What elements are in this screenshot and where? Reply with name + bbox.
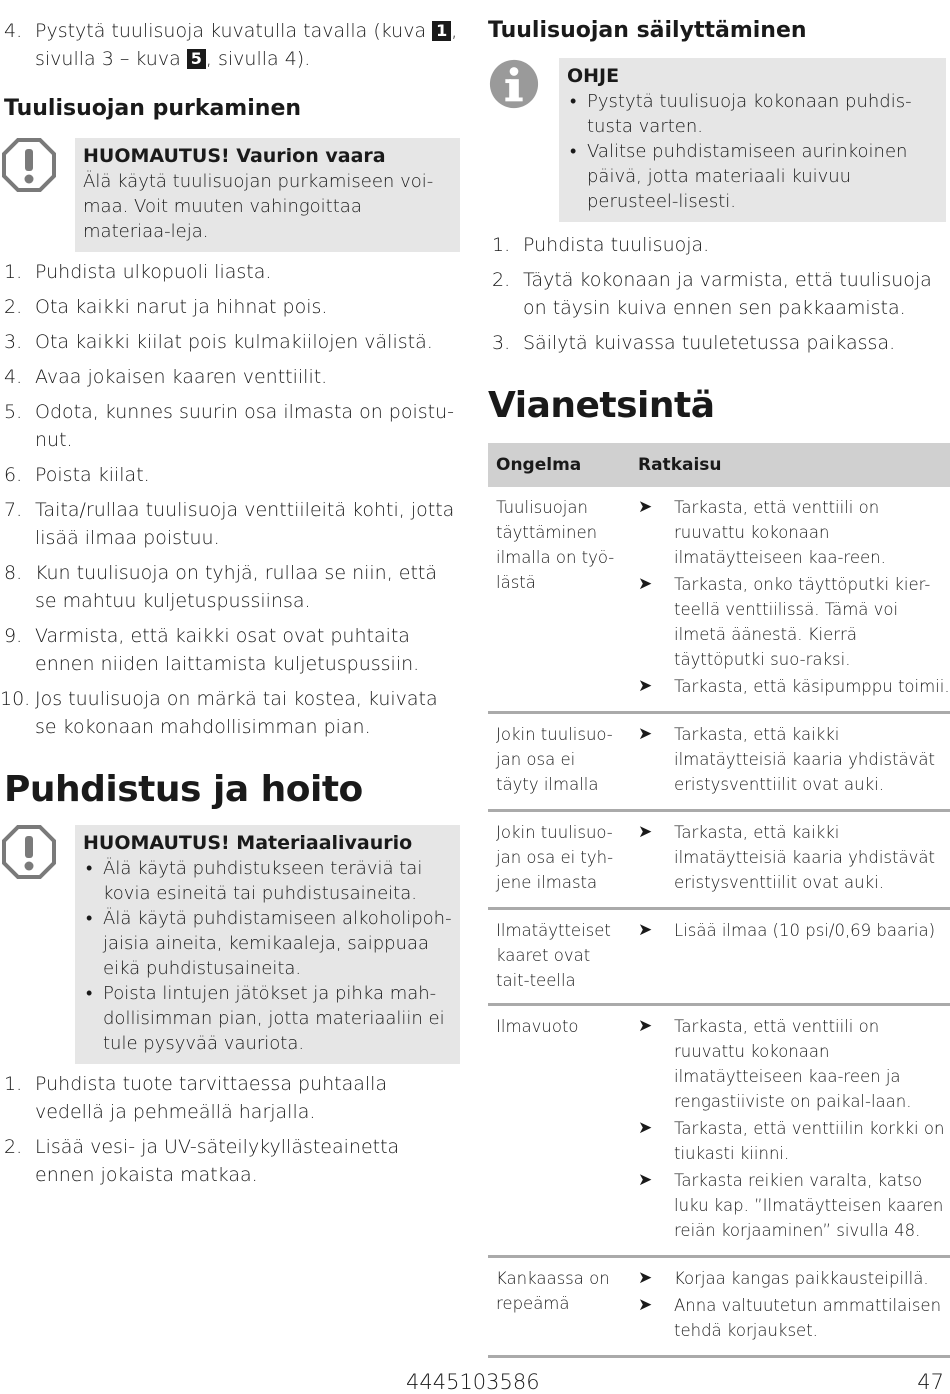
list-item <box>0 17 462 73</box>
solution-item <box>638 722 950 797</box>
section-heading-cleaning: Puhdistus ja hoito <box>4 769 363 810</box>
step-number: 7. <box>4 499 23 521</box>
list-item <box>0 1133 462 1189</box>
notice-box <box>559 58 946 222</box>
table-header-row <box>488 443 950 487</box>
step-text: Täytä kokonaan ja varmista, että tuulisuoja on täysin kuiva ennen sen pakkaamista. <box>523 269 932 319</box>
storage-step-list <box>488 231 950 364</box>
list-item <box>488 231 950 259</box>
bullet-item: • Pystytä tuulisuoja kokonaan puhdis-tusta varten. <box>567 89 938 139</box>
step-text: Pystytä tuulisuoja kuvatulla tavalla (kuva <box>35 20 427 42</box>
figure-ref-badge: 5 <box>187 49 206 69</box>
list-item <box>0 328 462 356</box>
step-text: Jos tuulisuoja on märkä tai kostea, kuivata se kokonaan mahdollisimman pian. <box>35 688 438 738</box>
step-text: Puhdista tuulisuoja. <box>523 234 710 256</box>
table-row <box>488 909 950 1005</box>
dismantle-step-list <box>0 258 462 748</box>
solution-cell <box>630 909 950 1005</box>
page-number: 47 <box>917 1370 944 1394</box>
notice-title: OHJE <box>567 65 620 87</box>
problem-cell: Ilmatäytteiset kaaret ovat tait-teella <box>488 909 630 1005</box>
list-item <box>0 258 462 286</box>
solution-cell <box>630 713 950 811</box>
list-item <box>0 559 462 615</box>
arrow-right-icon: ➤ <box>638 497 653 517</box>
bullet-item: • Älä käytä puhdistamiseen alkoholipoh-jaisia aineita, kemikaaleja, saippuaa eikä puhdistusaineita. <box>83 906 452 981</box>
step-text: Säilytä kuivassa tuuletetussa paikassa. <box>523 332 896 354</box>
notice-instruction <box>488 58 946 222</box>
list-item <box>488 266 950 322</box>
cleaning-step-list <box>0 1070 462 1196</box>
solution-text: Tarkasta, että käsipumppu toimii. <box>674 677 950 696</box>
list-item <box>0 496 462 552</box>
troubleshooting-table <box>488 443 950 1358</box>
troubleshooting-table-body <box>488 487 950 1357</box>
exclamation-octagon-icon <box>2 138 56 192</box>
arrow-right-icon: ➤ <box>638 1295 653 1315</box>
solution-text: Tarkasta, että kaikki ilmatäytteisiä kaaria yhdistävät eristysventtiilit ovat auki. <box>674 725 935 794</box>
step-number: 1. <box>4 1073 23 1095</box>
exclamation-octagon-icon <box>2 825 56 879</box>
notice-damage-risk <box>2 138 460 252</box>
arrow-right-icon: ➤ <box>638 1170 653 1190</box>
list-item <box>0 398 462 454</box>
solution-text: Anna valtuutetun ammattilaisen tehdä korjaukset. <box>674 1296 942 1340</box>
table-row <box>488 487 950 713</box>
column-header-problem: Ongelma <box>488 443 630 487</box>
solution-item <box>638 1116 950 1166</box>
problem-cell: Kankaassa on repeämä <box>488 1257 630 1357</box>
section-heading-storage: Tuulisuojan säilyttäminen <box>488 18 807 43</box>
notice-material-damage <box>2 825 460 1064</box>
notice-title: HUOMAUTUS! Materiaalivaurio <box>83 832 413 854</box>
notice-text: Älä käytä tuulisuojan purkamiseen voi-maa. Voit muuten vahingoittaa materiaa-leja. <box>83 171 434 242</box>
step-text: Ota kaikki narut ja hihnat pois. <box>35 296 328 318</box>
info-circle-icon <box>488 58 540 110</box>
solution-item <box>638 1014 950 1114</box>
step-text: Varmista, että kaikki osat ovat puhtaita ennen niiden laittamista kuljetuspussiin. <box>35 625 420 675</box>
list-item <box>0 461 462 489</box>
arrow-right-icon: ➤ <box>638 574 653 594</box>
figure-ref-badge: 1 <box>432 21 451 41</box>
notice-box <box>75 825 460 1064</box>
step-number: 8. <box>4 562 23 584</box>
solution-text: Tarkasta, että kaikki ilmatäytteisiä kaaria yhdistävät eristysventtiilit ovat auki. <box>674 823 935 892</box>
step-text: Kun tuulisuoja on tyhjä, rullaa se niin, että se mahtuu kuljetuspussiinsa. <box>35 562 438 612</box>
step-text: Puhdista tuote tarvittaessa puhtaalla vedellä ja pehmeällä harjalla. <box>35 1073 388 1123</box>
step-text: Avaa jokaisen kaaren venttiilit. <box>35 366 328 388</box>
bullet-item: • Älä käytä puhdistukseen teräviä tai kovia esineitä tai puhdistusaineita. <box>83 856 452 906</box>
step-text: Odota, kunnes suurin osa ilmasta on poistu-nut. <box>35 401 455 451</box>
step-text: Poista kiilat. <box>35 464 150 486</box>
notice-box <box>75 138 460 252</box>
column-header-solution: Ratkaisu <box>630 443 950 487</box>
list-item <box>0 622 462 678</box>
step-number: 2. <box>492 269 511 291</box>
solution-item <box>638 1168 950 1243</box>
table-row <box>488 1005 950 1257</box>
step-text: , sivulla 4). <box>205 48 311 70</box>
step-text: Puhdista ulkopuoli liasta. <box>35 261 272 283</box>
arrow-right-icon: ➤ <box>638 1268 653 1288</box>
solution-text: Tarkasta, että venttiili on ruuvattu kokonaan ilmatäytteiseen kaa-reen. <box>674 498 886 567</box>
table-row <box>488 1257 950 1357</box>
step-text: sivulla 3 – kuva <box>35 48 181 70</box>
problem-cell: Jokin tuulisuo-jan osa ei tyh-jene ilmasta <box>488 811 630 909</box>
notice-bullet-list <box>83 856 452 1056</box>
solution-cell <box>630 811 950 909</box>
table-row <box>488 713 950 811</box>
step-text: Taita/rullaa tuulisuoja venttiileitä kohti, jotta lisää ilmaa poistuu. <box>35 499 455 549</box>
solution-text: Lisää ilmaa (10 psi/0,69 baaria) <box>674 921 936 940</box>
step-number: 1. <box>492 234 511 256</box>
solution-item <box>638 572 950 672</box>
step-number: 3. <box>492 332 511 354</box>
step-number: 3. <box>4 331 23 353</box>
solution-item <box>638 918 950 943</box>
arrow-right-icon: ➤ <box>638 822 653 842</box>
arrow-right-icon: ➤ <box>638 676 653 696</box>
solution-item <box>638 674 950 699</box>
list-item <box>0 685 462 741</box>
problem-cell: Tuulisuojan täyttäminen ilmalla on työ-lästä <box>488 487 630 713</box>
solution-item <box>638 1293 950 1343</box>
arrow-right-icon: ➤ <box>638 1118 653 1138</box>
table-row <box>488 811 950 909</box>
bullet-item: • Valitse puhdistamiseen aurinkoinen päivä, jotta materiaali kuivuu perusteel-lisesti. <box>567 139 938 214</box>
notice-bullet-list <box>567 89 938 214</box>
list-item <box>0 293 462 321</box>
step-number: 1. <box>4 261 23 283</box>
section-heading-dismantle: Tuulisuojan purkaminen <box>4 96 302 121</box>
problem-cell: Jokin tuulisuo-jan osa ei täyty ilmalla <box>488 713 630 811</box>
arrow-right-icon: ➤ <box>638 1016 653 1036</box>
solution-cell <box>630 487 950 713</box>
solution-item <box>638 1266 950 1291</box>
bullet-item: • Poista lintujen jätökset ja pihka mah-dollisimman pian, jotta materiaaliin ei tule pysyvää vauriota. <box>83 981 452 1056</box>
solution-text: Tarkasta reikien varalta, katso luku kap. ”Ilmatäytteisen kaaren reiän korjaaminen” sivulla 48. <box>674 1171 944 1240</box>
step-number: 10. <box>0 688 31 710</box>
section-heading-troubleshooting: Vianetsintä <box>488 385 715 426</box>
intro-step-list <box>0 17 462 80</box>
step-number: 5. <box>4 401 23 423</box>
step-number: 9. <box>4 625 23 647</box>
document-number: 4445103586 <box>406 1370 540 1394</box>
step-text: , <box>451 20 458 42</box>
step-number: 4. <box>4 366 23 388</box>
solution-item <box>638 495 950 570</box>
solution-text: Tarkasta, että venttiilin korkki on tiukasti kiinni. <box>674 1119 945 1163</box>
step-number: 4. <box>4 20 23 42</box>
solution-text: Tarkasta, onko täyttöputki kier-teellä venttiilissä. Tämä voi ilmetä äänestä. Kierrä täyttöputki suo-raksi. <box>674 575 931 669</box>
list-item <box>0 1070 462 1126</box>
arrow-right-icon: ➤ <box>638 724 653 744</box>
solution-cell <box>630 1005 950 1257</box>
problem-cell: Ilmavuoto <box>488 1005 630 1257</box>
list-item <box>0 363 462 391</box>
notice-title: HUOMAUTUS! Vaurion vaara <box>83 145 386 167</box>
step-text: Ota kaikki kiilat pois kulmakiilojen välistä. <box>35 331 433 353</box>
solution-item <box>638 820 950 895</box>
solution-cell <box>630 1257 950 1357</box>
step-text: Lisää vesi- ja UV-säteilykyllästeainetta ennen jokaista matkaa. <box>35 1136 400 1186</box>
solution-text: Tarkasta, että venttiili on ruuvattu kokonaan ilmatäytteiseen kaa-reen ja rengastiiviste on paikal-laan. <box>674 1017 912 1111</box>
step-number: 2. <box>4 296 23 318</box>
solution-text: Korjaa kangas paikkausteipillä. <box>674 1269 929 1288</box>
step-number: 6. <box>4 464 23 486</box>
list-item <box>488 329 950 357</box>
arrow-right-icon: ➤ <box>638 920 653 940</box>
step-number: 2. <box>4 1136 23 1158</box>
